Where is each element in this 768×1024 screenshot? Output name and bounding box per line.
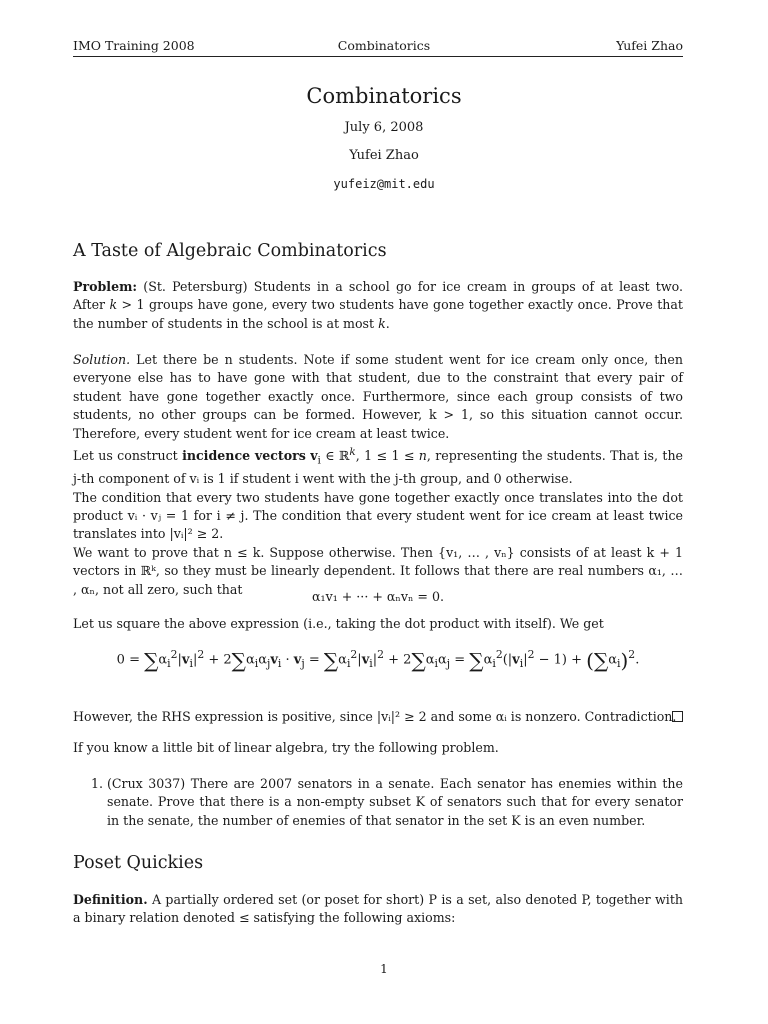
definition-paragraph: [73, 891, 683, 928]
linear-dependence-equation: α₁v₁ + ··· + αₙvₙ = 0.: [312, 589, 444, 604]
running-header-left: IMO Training 2008: [73, 38, 195, 53]
definition-label: Definition.: [73, 892, 148, 907]
document-title: Combinatorics: [306, 84, 462, 108]
linear-algebra-text: If you know a little bit of linear algebra, try the following problem.: [73, 740, 499, 755]
document-date: July 6, 2008: [344, 120, 424, 135]
running-header-center: Combinatorics: [337, 38, 431, 53]
however-text: However, the RHS expression is positive, since |vᵢ|² ≥ 2 and some αᵢ is nonzero. Contradiction.: [73, 709, 677, 724]
document-author: Yufei Zhao: [349, 148, 419, 163]
construct-pre: Let us construct: [73, 448, 183, 464]
expanded-dot-product-equation: $0 = \sum\alpha_i^2|v_i|^2 + 2\sum\alpha_i\alpha_jv_i \cdot v_j = \sum\alpha_i^2|v_i|^2 + 2\sum\alpha_i\alpha_j = \sum\alpha_i^2(|v_i|^2 - 1) + (\sum\alpha_i)^2$.: [116, 648, 640, 673]
solution-body: Solution. Let there be n students. Note if some student went for ice cream only once, then everyone else has to have gone with that student, due to the constraint that every pair of student have gone together exactly once. Furthermore, since each group consists of two students, no other groups can be formed. However, k > 1, so this situation cannot occur. Therefore, every student went for ice cream at least twice. Let us construct incidence vectors $v_i$ ∈ ℝ$^k$, 1 ≤ 1 ≤ n, representing the students. That is, the j-th component of vᵢ is 1 if student i went with the j-th group, and 0 otherwise. The condition that every two students have gone together exactly once translates into the dot product vᵢ · vⱼ = 1 for i ≠ j. The condition that every student went for ice cream at least twice translates into |vᵢ|² ≥ 2. We want to prove that n ≤ k. Suppose otherwise. Then {v₁, … , vₙ} consists of at least k + 1 vectors in ℝᵏ, so they must be linearly dependent. It follows that there are real numbers α₁, … , αₙ, not all zero, such that: [73, 351, 683, 599]
running-header-right: Yufei Zhao: [616, 38, 683, 53]
solution-label: Solution.: [73, 352, 131, 367]
problem-label: Problem:: [73, 279, 138, 294]
list-item-number: 1.: [91, 776, 104, 791]
list-item: (Crux 3037) There are 2007 senators in a senate. Each senator has enemies within the senate. Prove that there is a non-empty subset K of senators such that for every senator in the senate, the number of enemies of that senator in the set K is an even number.: [107, 776, 683, 828]
however-paragraph: [73, 708, 683, 726]
square-text: Let us square the above expression (i.e., taking the dot product with itself). We get: [73, 616, 604, 631]
definition-text: A partially ordered set (or poset for short) P is a set, also denoted P, together with a binary relation denoted ≤ satisfying the following axioms:: [73, 892, 683, 926]
problem-statement: Problem: (St. Petersburg) Students in a school go for ice cream in groups of at least two. After k > 1 groups have gone, every two students have gone together exactly once. Prove that the number of students in the school is at most k.: [73, 279, 683, 331]
condition-text: The condition that every two students have gone together exactly once translates into the dot product vᵢ · vⱼ = 1 for i ≠ j. The condition that every student went for ice cream at least twice translates into |vᵢ|² ≥ 2.: [73, 489, 683, 542]
header-rule: [73, 56, 683, 57]
section-title-poset-quickies: Poset Quickies: [73, 853, 204, 873]
construct-bold: incidence vectors: [182, 448, 306, 464]
problem-text-2: groups have gone, every two students have gone together exactly once. Prove that the number of students in the school is at most: [73, 297, 683, 331]
author-email: yufeiz@mit.edu: [333, 177, 435, 191]
want-text: We want to prove that n ≤ k. Suppose otherwise. Then {v₁, … , vₙ} consists of at least k + 1 vectors in ℝᵏ, so they must be linearly dependent. It follows that there are real numbers α₁, … , αₙ, not all zero, such that: [73, 544, 683, 597]
construct-post: , representing the students. That is, the j-th component of vᵢ is 1 if student i went with the j-th group, and 0 otherwise.: [73, 448, 684, 487]
problem-text-1: (St. Petersburg) Students in a school go for ice cream in groups of at least two. After: [73, 279, 683, 313]
exercise-list: [91, 775, 683, 830]
qed-box-icon: [672, 711, 683, 722]
section-title-algebraic-combinatorics: A Taste of Algebraic Combinatorics: [73, 241, 387, 261]
solution-text: Let there be n students. Note if some student went for ice cream only once, then everyone else has to have gone with that student, due to the constraint that every pair of student have gone together exactly once. Furthermore, since each group consists of two students, no other groups can be formed. However, k > 1, so this situation cannot occur. Therefore, every student went for ice cream at least twice.: [73, 352, 683, 441]
page-number: 1: [380, 962, 388, 976]
